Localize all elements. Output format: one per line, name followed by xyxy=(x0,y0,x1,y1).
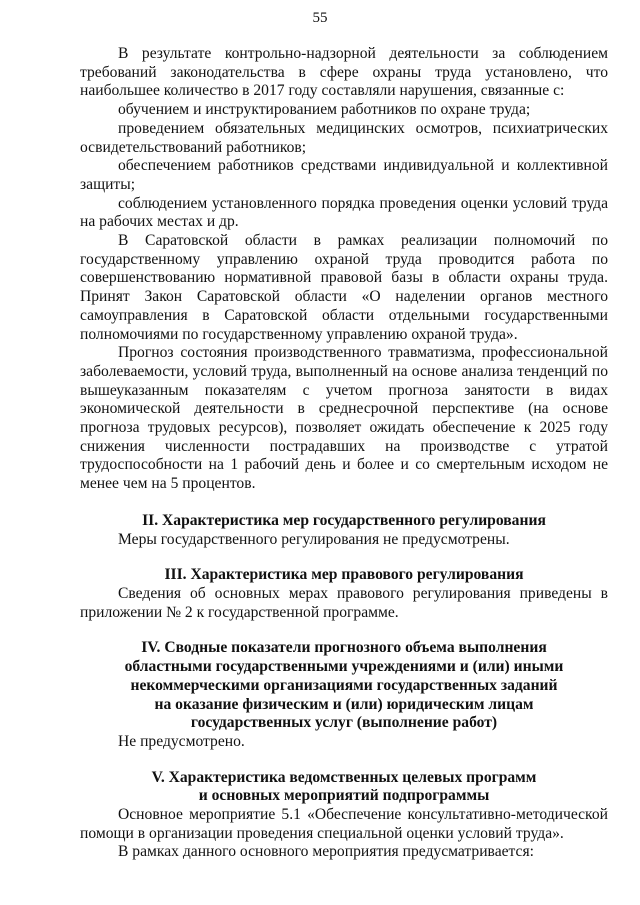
paragraph-saratov-regulation: В Саратовской области в рамках реализации полномочий по государственному управлению охраной труда проводится работа по совершенствованию нормативной правовой базы в области охраны труда. Принят Закон Саратовской области «О наделении органов местного самоуправления в Саратовской области отдельными государственными полномочиями по государственному управлению охраной труда». xyxy=(80,232,608,343)
section-heading-5-line: V. Характеристика ведомственных целевых программ xyxy=(151,768,537,786)
section-heading-4-line: на оказание физическим и (или) юридическим лицам xyxy=(154,695,534,713)
section-heading-4 xyxy=(80,639,608,733)
section-heading-5 xyxy=(80,769,608,806)
section-4-text: Не предусмотрено. xyxy=(118,732,245,750)
paragraph-violations-intro: В результате контрольно-надзорной деятельности за соблюдением требований законодательства в сфере охраны труда установлено, что наибольшее количество в 2017 году составляли нарушения, связанные с: xyxy=(80,45,608,100)
paragraph-violation-assessment: соблюдением установленного порядка проведения оценки условий труда на рабочих местах и др. xyxy=(80,194,608,231)
section-heading-3: III. Характеристика мер правового регулирования xyxy=(164,566,524,584)
document-body xyxy=(80,45,608,862)
paragraph-forecast: Прогноз состояния производственного травматизма, профессиональной заболеваемости, условий труда, выполненный на основе анализа тенденций по вышеуказанным показателям с учетом прогноза занятости в видах экономической деятельности в среднесрочной перспективе (на основе прогноза трудовых ресурсов), позволяет ожидать обеспечение к 2025 году снижения численности пострадавших на производстве с утратой трудоспособности на 1 рабочий день и более и со смертельным исходом не менее чем на 5 процентов. xyxy=(80,344,608,493)
section-heading-4-line: государственных услуг (выполнение работ) xyxy=(190,714,498,732)
paragraph-violation-training: обучением и инструктированием работников по охране труда; xyxy=(118,101,531,119)
section-2-text: Меры государственного регулирования не предусмотрены. xyxy=(118,530,510,548)
page-number: 55 xyxy=(312,10,328,26)
section-5-provisions: В рамках данного основного мероприятия предусматривается: xyxy=(118,843,534,861)
section-heading-4-line: IV. Сводные показатели прогнозного объема выполнения xyxy=(141,639,547,657)
section-heading-5-line: и основных мероприятий подпрограммы xyxy=(198,787,490,805)
section-heading-4-line: некоммерческими организациями государственных заданий xyxy=(130,676,558,694)
section-3-text: Сведения об основных мерах правового регулирования приведены в приложении № 2 к государственной программе. xyxy=(80,584,608,621)
section-heading-2: II. Характеристика мер государственного регулирования xyxy=(142,511,546,529)
paragraph-violation-protection: обеспечением работников средствами индивидуальной и коллективной защиты; xyxy=(80,157,608,193)
section-heading-4-line: областными государственными учреждениями и (или) иными xyxy=(124,658,564,676)
section-5-main-activity: Основное мероприятие 5.1 «Обеспечение консультативно-методической помощи в организации проведения специальной оценки условий труда». xyxy=(80,806,608,842)
paragraph-violation-medical: проведением обязательных медицинских осмотров, психиатрических освидетельствований работников; xyxy=(80,119,608,156)
